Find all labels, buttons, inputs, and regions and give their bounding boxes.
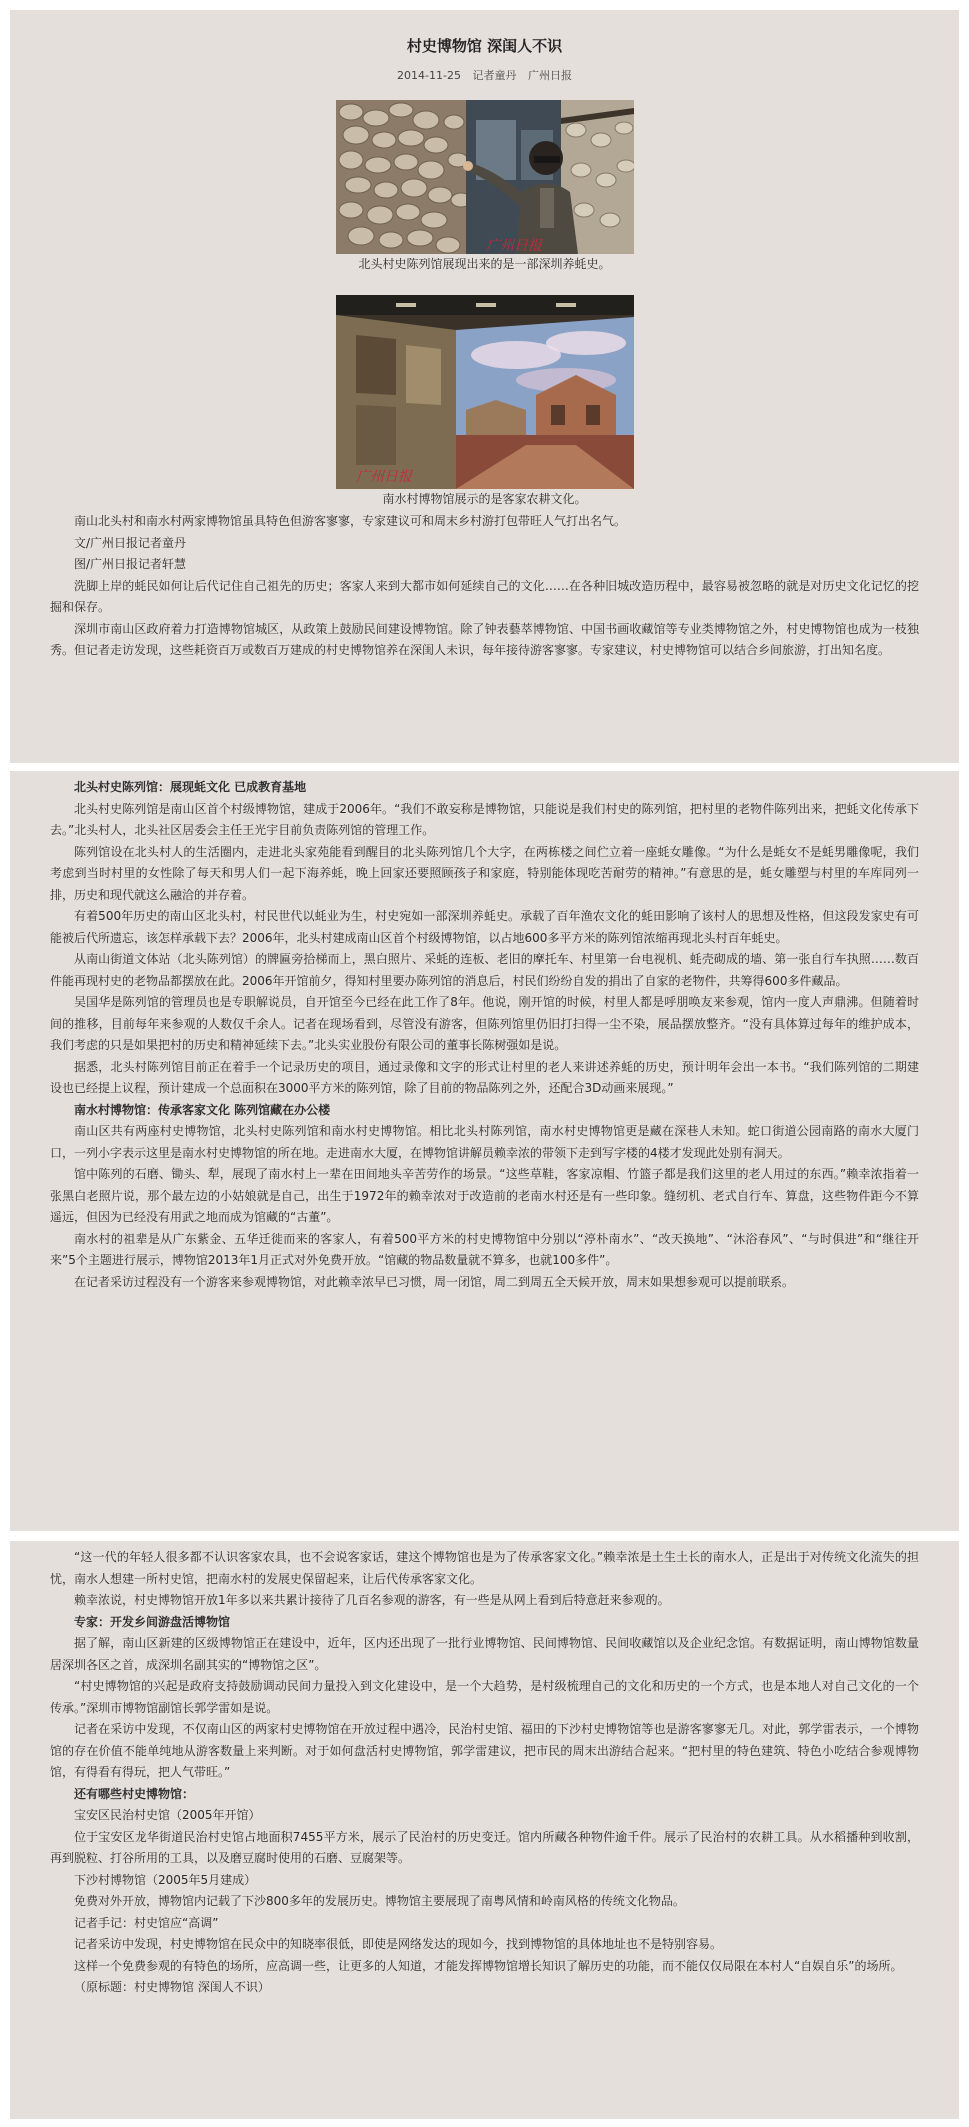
paragraph: 南山区共有两座村史博物馆，北头村史陈列馆和南水村史博物馆。相比北头村陈列馆，南水村史博物馆更是藏在深巷人未知。蛇口街道公园南路的南水大厦门口，一列小字表示这里是南水村史博物馆的所在地。走进南水大厦，在博物馆讲解员赖幸浓的带领下走到写字楼的4楼才发现此处别有洞天。 [50, 1124, 919, 1160]
paragraph: 从南山街道文体站（北头陈列馆）的牌匾旁拾梯而上，黑白照片、采蚝的连板、老旧的摩托车、村里第一台电视机、蚝壳砌成的墙、第一张自行车执照……数百件能再现村史的老物品都摆放在此。2006年开馆前夕，得知村里要办陈列馆的消息后，村民们纷纷自发的捐出了自家的老物件，共筹得600多件藏品。 [50, 952, 919, 988]
section-heading: 还有哪些村史博物馆： [74, 1786, 195, 1801]
paragraph: （原标题：村史博物馆 深闺人不识） [74, 1980, 270, 1994]
svg-text:广州日报: 广州日报 [355, 469, 412, 485]
article-panel-3 [10, 1541, 959, 2119]
article-source: 广州日报 [527, 69, 572, 82]
paragraph: 图/广州日报记者轩慧 [74, 557, 187, 571]
photo-village-mural [336, 295, 634, 489]
paragraph: 记者手记：村史馆应“高调” [74, 1915, 219, 1930]
paragraph: 陈列馆设在北头村人的生活圈内，走进北头家苑能看到醒目的北头陈列馆几个大字，在两栋楼之间伫立着一座蚝女雕像。“为什么是蚝女不是蚝男雕像呢，我们考虑到当时村里的女性除了每天和男人们一起下海养蚝，晚上回家还要照顾孩子和家庭，特别能体现吃苦耐劳的精神。”有意思的是，蚝女雕塑与村里的车库同列一排，历史和现代就这么融洽的并存着。 [50, 844, 919, 902]
article-panel-1 [10, 10, 959, 763]
svg-text:广州日报: 广州日报 [485, 238, 542, 254]
paragraph: 在记者采访过程没有一个游客来参观博物馆，对此赖幸浓早已习惯，周一闭馆，周二到周五全天候开放，周末如果想参观可以提前联系。 [74, 1274, 795, 1289]
paragraph: 洗脚上岸的蚝民如何让后代记住自己祖先的历史；客家人来到大都市如何延续自己的文化……在各种旧城改造历程中，最容易被忽略的就是对历史文化记忆的挖掘和保存。 [50, 578, 919, 614]
paragraph: 深圳市南山区政府着力打造博物馆城区，从政策上鼓励民间建设博物馆。除了钟表藝萃博物馆、中国书画收藏馆等专业类博物馆之外，村史博物馆也成为一枝独秀。但记者走访发现，这些耗资百万或数百万建成的村史博物馆养在深闺人未识，每年接待游客寥寥。专家建议，村史博物馆可以结合乡间旅游，打出知名度。 [50, 621, 919, 657]
section-heading: 北头村史陈列馆：展现蚝文化 已成教育基地 [74, 780, 307, 794]
paragraph: 南山北头村和南水村两家博物馆虽具特色但游客寥寥，专家建议可和周末乡村游打包带旺人气打出名气。 [74, 514, 627, 528]
paragraph: 宝安区民治村史馆（2005年开馆） [74, 1808, 261, 1822]
section-heading: 南水村博物馆：传承客家文化 陈列馆藏在办公楼 [74, 1102, 331, 1117]
panel2-body [50, 777, 919, 1293]
paragraph: 据了解，南山区新建的区级博物馆正在建设中，近年，区内还出现了一批行业博物馆、民间博物馆、民间收藏馆以及企业纪念馆。有数据证明，南山博物馆数量居深圳各区之首，成深圳名副其实的“博物馆之区”。 [50, 1636, 919, 1672]
paragraph: 北头村史陈列馆是南山区首个村级博物馆，建成于2006年。“我们不敢妄称是博物馆，只能说是我们村史的陈列馆，把村里的老物件陈列出来，把蚝文化传承下去。”北头村人，北头社区居委会主任王光宇目前负责陈列馆的管理工作。 [50, 801, 919, 837]
paragraph: “村史博物馆的兴起是政府支持鼓励调动民间力量投入到文化建设中，是一个大趋势，是村级梳理自己的文化和历史的一个方式，也是本地人对自己文化的一个传承。”深圳市博物馆副馆长郭学雷如是说。 [50, 1679, 919, 1715]
paragraph: 记者采访中发现，村史博物馆在民众中的知晓率很低，即使是网络发达的现如今，找到博物馆的具体地址也不是特别容易。 [74, 1937, 723, 1951]
panel3-body [50, 1547, 919, 1999]
paragraph: 位于宝安区龙华街道民治村史馆占地面积7455平方米，展示了民治村的历史变迁。馆内所藏各种物件逾千件。展示了民治村的农耕工具。从水稻播种到收割，再到脱粒、打谷所用的工具，以及磨豆腐时使用的石磨、豆腐架等。 [50, 1829, 919, 1865]
paragraph: 赖幸浓说，村史博物馆开放1年多以来共累计接待了几百名参观的游客，有一些是从网上看到后特意赶来参观的。 [74, 1593, 670, 1607]
paragraph: 吴国华是陈列馆的管理员也是专职解说员，自开馆至今已经在此工作了8年。他说，刚开馆的时候，村里人都是呼朋唤友来参观，馆内一度人声鼎沸。但随着时间的推移，目前每年来参观的人数仅千余人。记者在现场看到，尽管没有游客，但陈列馆里仍旧打扫得一尘不染，展品摆放整齐。“没有具体算过每年的维护成本，我们考虑的只是如果把村的历史和精神延续下去。”北头实业股份有限公司的董事长陈树强如是说。 [50, 995, 919, 1052]
paragraph: 记者在采访中发现，不仅南山区的两家村史博物馆在开放过程中遇冷，民治村史馆、福田的下沙村史博物馆等也是游客寥寥无几。对此，郭学雷表示，一个博物馆的存在价值不能单纯地从游客数量上来判断。对于如何盘活村史博物馆，郭学雷建议，把市民的周末出游结合起来。“把村里的特色建筑、特色小吃结合参观博物馆，有得看有得玩，把人气带旺。” [50, 1722, 919, 1779]
paragraph: 这样一个免费参观的有特色的场所，应高调一些，让更多的人知道，才能发挥博物馆增长知识了解历史的功能，而不能仅仅局限在本村人“自娱自乐”的场所。 [74, 1958, 903, 1973]
paragraph: “这一代的年轻人很多都不认识客家农具，也不会说客家话，建这个博物馆也是为了传承客家文化。”赖幸浓是土生土长的南水人，正是出于对传统文化流失的担忧，南水人想建一所村史馆，把南水村的发展史保留起来，让后代传承客家文化。 [50, 1550, 919, 1586]
paragraph: 免费对外开放，博物馆内记载了下沙800多年的发展历史。博物馆主要展现了南粤风情和岭南风格的传统文化物品。 [74, 1894, 685, 1908]
section-heading: 专家：开发乡间游盘活博物馆 [74, 1614, 231, 1629]
photo-caption-2: 南水村博物馆展示的是客家农耕文化。 [382, 492, 587, 506]
panel1-body [50, 511, 919, 662]
paragraph: 文/广州日报记者童丹 [74, 535, 187, 550]
article-author: 记者童丹 [472, 69, 517, 82]
photo-caption-1: 北头村史陈列馆展现出来的是一部深圳养蚝史。 [358, 257, 611, 271]
article-panel-2 [10, 771, 959, 1531]
paragraph: 下沙村博物馆（2005年5月建成） [74, 1872, 257, 1887]
article-meta [50, 68, 919, 84]
paragraph: 有着500年历史的南山区北头村，村民世代以蚝业为生，村史宛如一部深圳养蚝史。承载了百年渔农文化的蚝田影响了该村人的思想及性格，但这段发家史有可能被后代所遗忘，该怎样承载下去？2006年，北头村建成南山区首个村级博物馆，以占地600多平方米的陈列馆浓缩再现北头村百年蚝史。 [50, 909, 919, 945]
article-date: 2014-11-25 [397, 69, 461, 82]
paragraph: 馆中陈列的石磨、锄头、犁，展现了南水村上一辈在田间地头辛苦劳作的场景。“这些草鞋，客家凉帽、竹篮子都是我们这里的老人用过的东西。”赖幸浓指着一张黑白老照片说，那个最左边的小姑娘就是自己，出生于1972年的赖幸浓对于改造前的老南水村还是有一些印象。缝纫机、老式自行车、算盘，这些物件距今不算遥远，但因为已经没有用武之地而成为馆藏的“古董”。 [50, 1167, 919, 1224]
paragraph: 南水村的祖辈是从广东紫金、五华迁徙而来的客家人，有着500平方米的村史博物馆中分别以“渟朴南水”、“改天换地”、“沐浴春风”、“与时俱进”和“继往开来”5个主题进行展示，博物馆2013年1月正式对外免费开放。“馆藏的物品数量就不算多，也就100多件”。 [50, 1231, 919, 1267]
article-title: 村史博物馆 深闺人不识 [406, 37, 563, 55]
paragraph: 据悉，北头村陈列馆目前正在着手一个记录历史的项目，通过录像和文字的形式让村里的老人来讲述养蚝的历史，预计明年会出一本书。“我们陈列馆的二期建设也已经提上议程，预计建成一个总面积在3000平方米的陈列馆，除了目前的物品陈列之外，还配合3D动画来展现。” [50, 1059, 919, 1095]
photo-oyster-wall [336, 100, 634, 254]
